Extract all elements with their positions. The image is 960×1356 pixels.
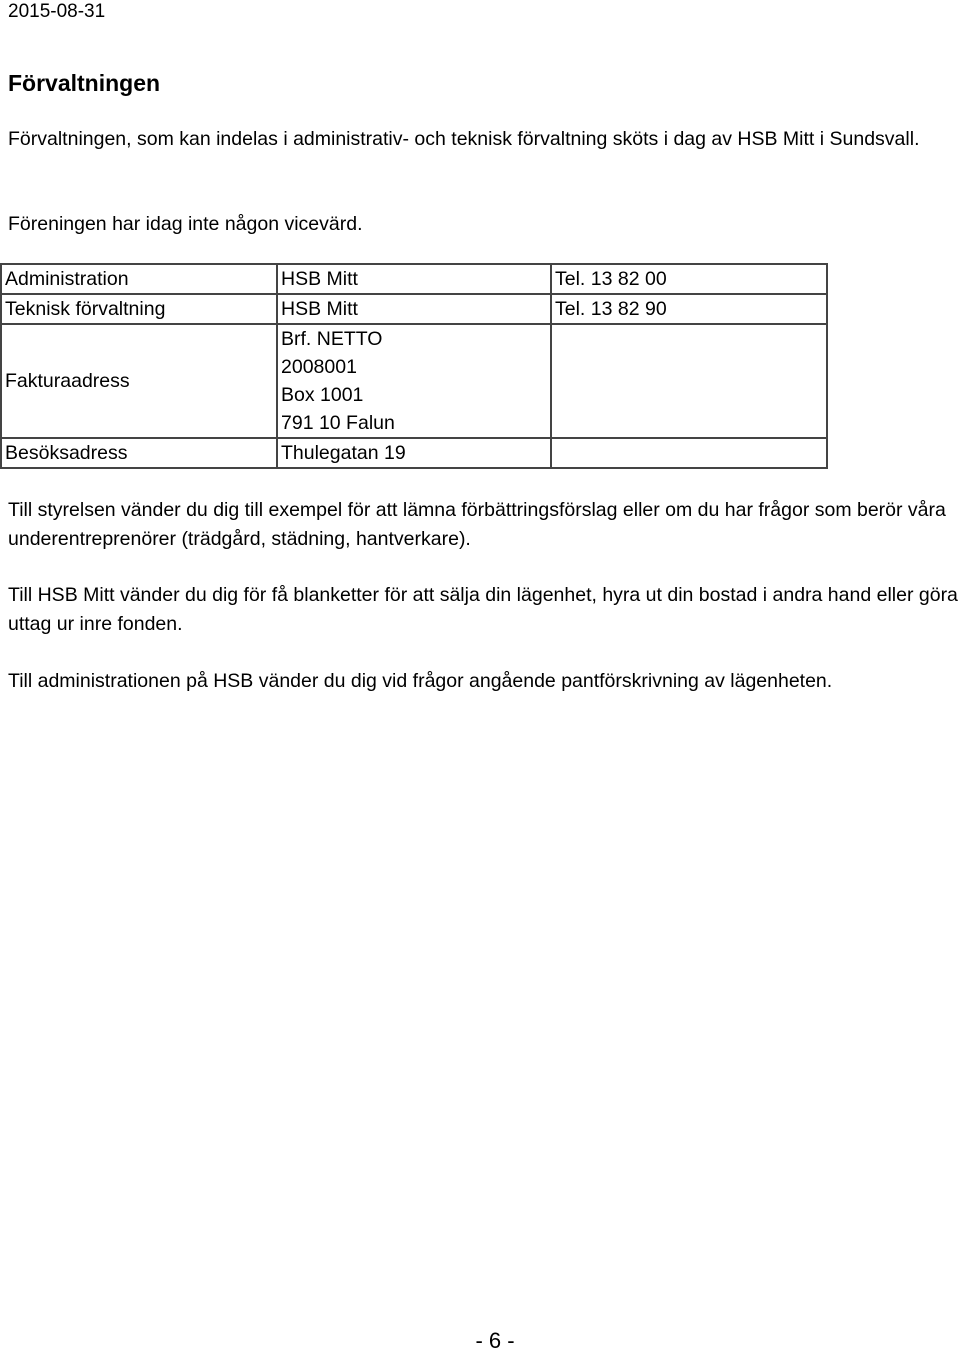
board-paragraph: Till styrelsen vänder du dig till exempel för att lämna förbättringsförslag eller om du har frågor som berör våra underentreprenörer (trädgård, städning, hantverkare). <box>8 499 946 550</box>
page-number: - 6 - <box>475 1328 515 1353</box>
empty-cell <box>551 438 827 468</box>
invoice-line: Box 1001 <box>281 384 364 406</box>
invoice-line: 791 10 Falun <box>281 412 395 434</box>
contact-table <box>0 263 828 469</box>
admin-paragraph: Till administrationen på HSB vänder du dig vid frågor angående pantförskrivning av lägenheten. <box>8 670 833 692</box>
row-provider: HSB Mitt <box>277 264 551 294</box>
row-phone: Tel. 13 82 90 <box>551 294 827 324</box>
row-label: Teknisk förvaltning <box>1 294 277 324</box>
table-row <box>1 294 827 324</box>
intro-paragraph: Förvaltningen, som kan indelas i administrativ- och teknisk förvaltning sköts i dag av HSB Mitt i Sundsvall. <box>8 128 920 150</box>
invoice-line: Brf. NETTO <box>281 328 383 350</box>
caretaker-paragraph: Föreningen har idag inte någon vicevärd. <box>8 213 363 235</box>
table-row <box>1 324 827 438</box>
invoice-line: 2008001 <box>281 356 357 378</box>
hsb-paragraph: Till HSB Mitt vänder du dig för få blanketter för att sälja din lägenhet, hyra ut din bostad i andra hand eller göra uttag ur inre fonden. <box>8 584 958 635</box>
empty-cell <box>551 324 827 438</box>
section-title: Förvaltningen <box>8 70 161 96</box>
table-row <box>1 264 827 294</box>
row-provider: HSB Mitt <box>277 294 551 324</box>
invoice-label: Fakturaadress <box>1 324 277 438</box>
row-phone: Tel. 13 82 00 <box>551 264 827 294</box>
visit-address: Thulegatan 19 <box>277 438 551 468</box>
row-label: Administration <box>1 264 277 294</box>
visit-label: Besöksadress <box>1 438 277 468</box>
table-row <box>1 438 827 468</box>
document-date: 2015-08-31 <box>8 1 106 22</box>
invoice-address <box>277 324 551 438</box>
